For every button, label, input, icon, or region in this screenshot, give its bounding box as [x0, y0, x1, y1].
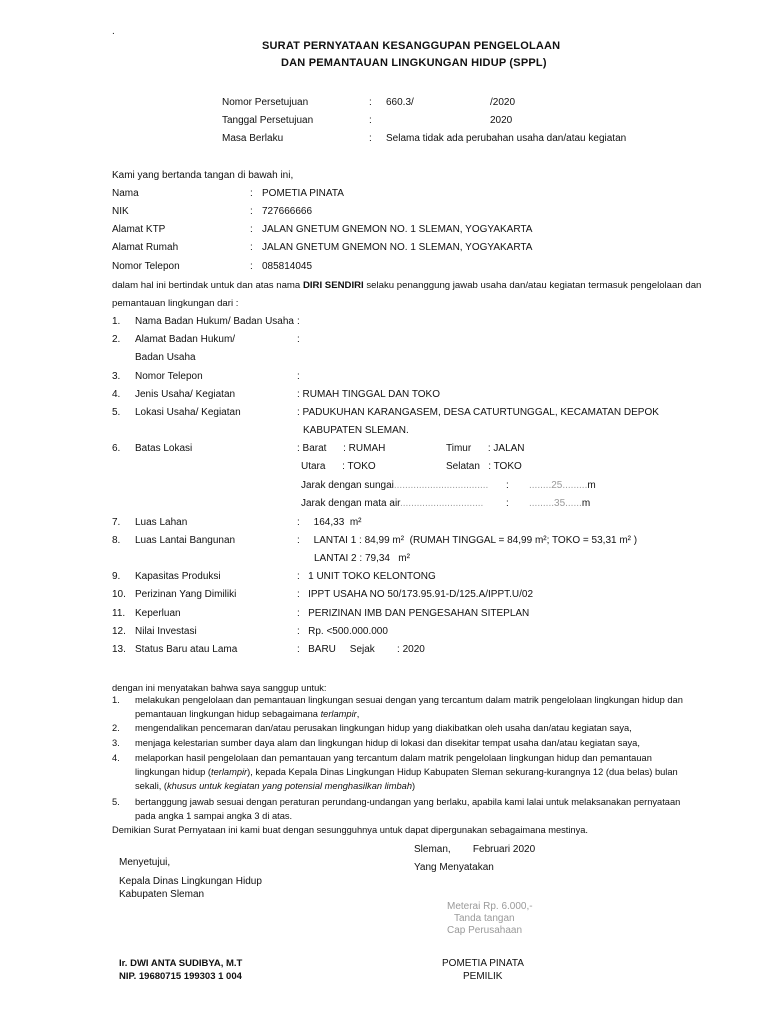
item-number: 11. — [112, 608, 126, 619]
tanggal-colon: : — [369, 115, 372, 126]
statement-italic: terlampir — [210, 767, 248, 777]
boundary-east: Timur : JALAN — [446, 443, 525, 454]
spring-dots: .............................. — [399, 498, 484, 509]
official-name: Ir. DWI ANTA SUDIBYA, M.T — [119, 958, 243, 969]
nomor-colon: : — [369, 97, 372, 108]
closing-text: Demikian Surat Pernyataan ini kami buat dengan sesungguhnya untuk dapat dipergunakan sebagaimana mestinya. — [112, 825, 589, 835]
statement-segment: lingkungan hidup ( — [135, 767, 211, 777]
official-nip: NIP. 19680715 199303 1 004 — [119, 971, 242, 982]
boundary-west: : Barat : RUMAH — [297, 443, 386, 454]
statement-number: 3. — [112, 738, 120, 748]
river-distance-label — [301, 480, 488, 492]
river-value: ........25......... — [529, 480, 588, 491]
item-number: 10. — [112, 589, 126, 600]
item-value: : PERIZINAN IMB DAN PENGESAHAN SITEPLAN — [297, 608, 530, 619]
item-number: 2. — [112, 334, 121, 345]
river-colon: : — [506, 480, 509, 491]
identity-value: 727666666 — [262, 206, 313, 217]
item-label: Badan Usaha — [135, 352, 196, 363]
identity-colon: : — [250, 206, 253, 217]
title-line-2: DAN PEMANTAUAN LINGKUNGAN HIDUP (SPPL) — [281, 57, 547, 69]
acting-line-1 — [112, 280, 701, 292]
acting-bold: DIRI SENDIRI — [302, 280, 364, 291]
spring-distance-label — [301, 498, 483, 510]
river-dots: .................................. — [393, 480, 489, 491]
statement-number: 4. — [112, 753, 120, 763]
item-number: 1. — [112, 316, 121, 327]
item-number: 8. — [112, 535, 121, 546]
item-label: Status Baru atau Lama — [135, 644, 238, 655]
statement-segment: pemantauan lingkungan hidup sebagaimana — [135, 709, 321, 719]
item-number: 9. — [112, 571, 121, 582]
item-label: Nama Badan Hukum/ Badan Usaha — [135, 316, 294, 327]
statement-text — [135, 780, 415, 792]
identity-label: NIK — [112, 206, 129, 217]
official-title-2: Kabupaten Sleman — [119, 889, 205, 900]
title-line-1: SURAT PERNYATAAN KESANGGUPAN PENGELOLAAN — [262, 40, 561, 52]
identity-label: Alamat Rumah — [112, 242, 179, 253]
river-distance-value — [529, 480, 596, 492]
item-value: : 1 UNIT TOKO KELONTONG — [297, 571, 436, 582]
identity-colon: : — [250, 242, 253, 253]
identity-value: 085814045 — [262, 261, 313, 272]
place-date: Sleman, Februari 2020 — [414, 844, 536, 855]
item-label: Nomor Telepon — [135, 371, 203, 382]
statement-number: 1. — [112, 695, 120, 705]
boundary-south: Selatan : TOKO — [446, 461, 522, 472]
spring-value: .........35...... — [529, 498, 582, 509]
item-label: Lokasi Usaha/ Kegiatan — [135, 407, 241, 418]
item-value: KABUPATEN SLEMAN. — [303, 425, 409, 436]
nomor-year: /2020 — [490, 97, 516, 108]
spring-unit: m — [581, 498, 591, 509]
item-label: Kapasitas Produksi — [135, 571, 221, 582]
identity-colon: : — [250, 224, 253, 235]
statement-text: bertanggung jawab sesuai dengan peraturan perundang-undangan yang berlaku, apabila kami lalai untuk melaksanakan pernyataan — [135, 797, 681, 807]
spring-colon: : — [506, 498, 509, 509]
nomor-label: Nomor Persetujuan — [222, 97, 309, 108]
statement-italic: terlampir — [320, 709, 357, 719]
item-label: Jenis Usaha/ Kegiatan — [135, 389, 236, 400]
item-label: Luas Lantai Bangunan — [135, 535, 236, 546]
statement-segment: ), kepada Kepala Dinas Lingkungan Hidup Kabupaten Sleman sekurang-kurangnya 12 (dua belas) bulan — [247, 767, 678, 777]
statement-text: melakukan pengelolaan dan pemantauan lingkungan sesuai dengan yang tercantum dalam matrik pengelolaan lingkungan hidup dan — [135, 695, 683, 705]
identity-colon: : — [250, 188, 253, 199]
statement-text: pemantauan lingkungan hidup sebagaimana terlampir, — [135, 709, 360, 719]
masa-colon: : — [369, 133, 372, 144]
item-number: 12. — [112, 626, 126, 637]
item-value: : RUMAH TINGGAL DAN TOKO — [297, 389, 440, 400]
statement-text — [135, 766, 678, 778]
masa-value: Selama tidak ada perubahan usaha dan/atau kegiatan — [386, 133, 627, 144]
identity-label: Alamat KTP — [112, 224, 166, 235]
item-value: : 164,33 m² — [297, 517, 362, 528]
item-number: 5. — [112, 407, 121, 418]
acting-before: dalam hal ini bertindak untuk dan atas nama — [112, 280, 303, 291]
nomor-value: 660.3/ — [386, 97, 414, 108]
item-colon: : — [297, 371, 300, 382]
item-label: Batas Lokasi — [135, 443, 193, 454]
identity-label: Nomor Telepon — [112, 261, 180, 272]
river-label-text: Jarak dengan sungai — [301, 480, 394, 491]
identity-label: Nama — [112, 188, 139, 199]
signer-caption: Yang Menyatakan — [414, 862, 494, 873]
statement-italic: khusus untuk kegiatan yang potensial menghasilkan limbah — [167, 781, 413, 791]
item-label: Perizinan Yang Dimiliki — [135, 589, 237, 600]
acting-after: selaku penanggung jawab usaha dan/atau kegiatan termasuk pengelolaan dan — [363, 280, 702, 291]
identity-colon: : — [250, 261, 253, 272]
signature-note: Tanda tangan — [454, 913, 515, 924]
item-number: 3. — [112, 371, 121, 382]
masa-label: Masa Berlaku — [222, 133, 284, 144]
item-value: : BARU Sejak : 2020 — [297, 644, 425, 655]
statement-text: melaporkan hasil pengelolaan dan pemantauan yang tercantum dalam matrik pengelolaan lingkungan hidup dan pemantauan — [135, 753, 652, 763]
spring-distance-value — [529, 498, 590, 510]
item-label: Alamat Badan Hukum/ — [135, 334, 236, 345]
owner-name: POMETIA PINATA — [442, 958, 524, 969]
item-number: 7. — [112, 517, 121, 528]
statement-segment: sekali, ( — [135, 781, 168, 791]
item-value: : IPPT USAHA NO 50/173.95.91-D/125.A/IPPT.U/02 — [297, 589, 534, 600]
statement-intro: dengan ini menyatakan bahwa saya sanggup untuk: — [112, 683, 327, 693]
approval-caption: Menyetujui, — [119, 857, 171, 868]
item-label: Keperluan — [135, 608, 181, 619]
item-number: 4. — [112, 389, 121, 400]
statement-number: 2. — [112, 723, 120, 733]
tanggal-label: Tanggal Persetujuan — [222, 115, 314, 126]
item-label: Luas Lahan — [135, 517, 188, 528]
item-value: : Rp. <500.000.000 — [297, 626, 388, 637]
owner-role: PEMILIK — [463, 971, 503, 982]
stamp-duty-note: Meterai Rp. 6.000,- — [447, 901, 533, 912]
company-stamp-note: Cap Perusahaan — [447, 925, 523, 936]
boundary-north: Utara : TOKO — [301, 461, 376, 472]
item-label: Nilai Investasi — [135, 626, 197, 637]
intro-text: Kami yang bertanda tangan di bawah ini, — [112, 170, 294, 181]
acting-line-2: pemantauan lingkungan dari : — [112, 298, 239, 309]
item-colon: : — [297, 316, 300, 327]
identity-value: JALAN GNETUM GNEMON NO. 1 SLEMAN, YOGYAKARTA — [262, 224, 533, 235]
item-number: 13. — [112, 644, 126, 655]
identity-value: POMETIA PINATA — [262, 188, 344, 199]
item-colon: : — [297, 334, 300, 345]
statement-text: pada angka 1 sampai angka 3 di atas. — [135, 811, 293, 821]
statement-segment: ) — [412, 781, 416, 791]
stray-dot: . — [112, 26, 115, 37]
item-value: LANTAI 2 : 79,34 m² — [314, 553, 410, 564]
statement-text: menjaga kelestarian sumber daya alam dan lingkungan hidup di lokasi dan disekitar tempat usaha dan/atau kegiatan saya, — [135, 738, 640, 748]
item-value: : PADUKUHAN KARANGASEM, DESA CATURTUNGGAL, KECAMATAN DEPOK — [297, 407, 659, 418]
statement-number: 5. — [112, 797, 120, 807]
spring-label-text: Jarak dengan mata air — [301, 498, 400, 509]
statement-text: mengendalikan pencemaran dan/atau perusakan lingkungan hidup yang diakibatkan oleh usaha dan/atau kegiatan saya, — [135, 723, 632, 733]
item-value: : LANTAI 1 : 84,99 m² (RUMAH TINGGAL = 84,99 m²; TOKO = 53,31 m² ) — [297, 535, 638, 546]
identity-value: JALAN GNETUM GNEMON NO. 1 SLEMAN, YOGYAKARTA — [262, 242, 533, 253]
item-number: 6. — [112, 443, 121, 454]
tanggal-year: 2020 — [490, 115, 513, 126]
river-unit: m — [587, 480, 596, 491]
official-title-1: Kepala Dinas Lingkungan Hidup — [119, 876, 262, 887]
